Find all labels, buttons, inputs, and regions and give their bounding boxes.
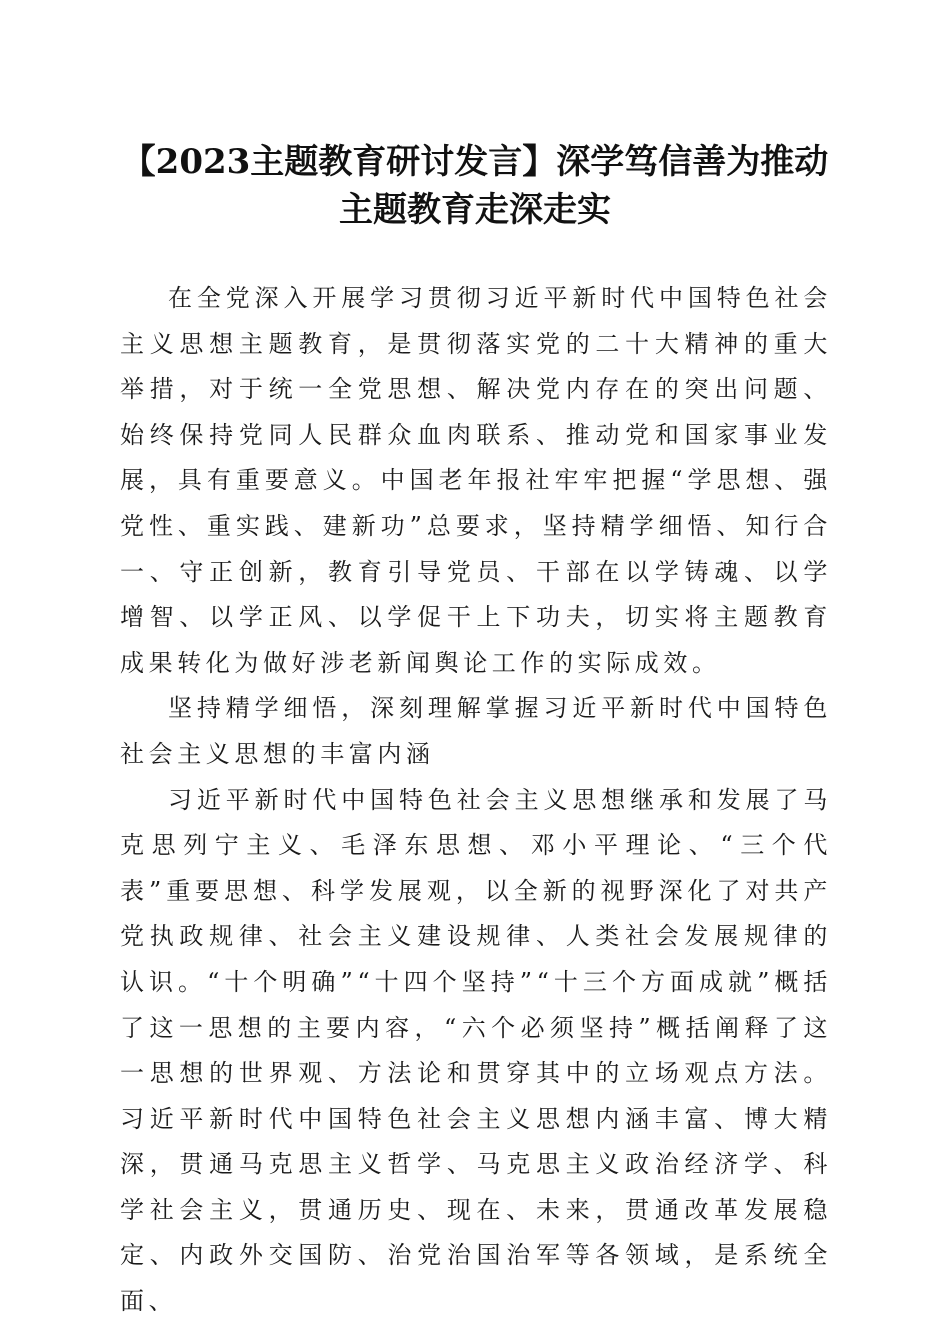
body-paragraph: 习近平新时代中国特色社会主义思想继承和发展了马克思列宁主义、毛泽东思想、邓小平理论、“三个代表”重要思想、科学发展观，以全新的视野深化了对共产党执政规律、社会主义建设规律、人类社会发展规律的认识。“十个明确”“十四个坚持”“十三个方面成就”概括了这一思想的主要内容，“六个必须坚持”概括阐释了这一思想的世界观、方法论和贯穿其中的立场观点方法。习近平新时代中国特色社会主义思想内涵丰富、博大精深，贯通马克思主义哲学、马克思主义政治经济学、科学社会主义，贯通历史、现在、未来，贯通改革发展稳定、内政外交国防、治党治国治军等各领域，是系统全面、 xyxy=(120,785,832,1316)
document-title: 【2023主题教育研讨发言】深学笃信善为推动主题教育走深走实 xyxy=(121,142,829,230)
intro-paragraph: 在全党深入开展学习贯彻习近平新时代中国特色社会主义思想主题教育，是贯彻落实党的二十大精神的重大举措，对于统一全党思想、解决党内存在的突出问题、始终保持党同人民群众血肉联系、推动党和国家事业发展，具有重要意义。中国老年报社牢牢把握“学思想、强党性、重实践、建新功”总要求，坚持精学细悟、知行合一、守正创新，教育引导党员、干部在以学铸魂、以学增智、以学正风、以学促干上下功夫，切实将主题教育成果转化为做好涉老新闻舆论工作的实际成效。 xyxy=(120,284,832,677)
document-body xyxy=(120,276,832,1325)
section-heading-paragraph: 坚持精学细悟，深刻理解掌握习近平新时代中国特色社会主义思想的丰富内涵 xyxy=(120,694,832,768)
